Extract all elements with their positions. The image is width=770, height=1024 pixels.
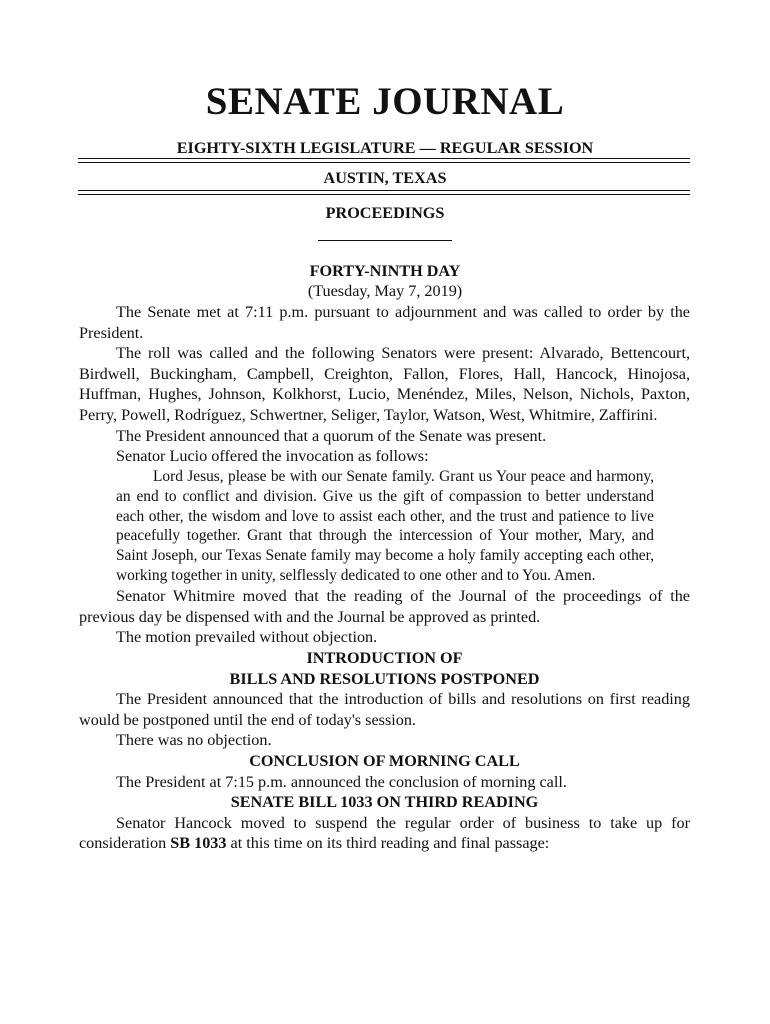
rule-top-1 <box>78 158 690 159</box>
day-name: FORTY-NINTH DAY <box>309 262 461 280</box>
postponed-paragraph: The President announced that the introduction of bills and resolutions on first reading would be postponed until the end of today's session. <box>79 690 690 729</box>
journal-motion-paragraph: Senator Whitmire moved that the reading of the Journal of the proceedings of the previous day be dispensed with and the Journal be approved as printed. <box>79 587 690 626</box>
rule-top-2 <box>78 162 690 163</box>
journal-title: SENATE JOURNAL <box>205 80 565 123</box>
prayer-paragraph: Lord Jesus, please be with our Senate family. Grant us Your peace and harmony, an end to conflict and division. Give us the gift of compassion to better understand each other, the wisdom and love to assist each other, and the trust and patience to live peacefully together. Grant that through the intercession of Your mother, Mary, and Saint Joseph, our Texas Senate family may become a holy family accepting each other, working together in unity, selflessly dedicated to one other and to You. Amen. <box>116 467 654 585</box>
section-heading: PROCEEDINGS <box>325 204 445 222</box>
day-block <box>0 261 770 301</box>
heading-senate-bill: SENATE BILL 1033 ON THIRD READING <box>230 793 539 812</box>
sb-motion-after: at this time on its third reading and final passage: <box>230 834 550 853</box>
rule-mid-2 <box>78 194 690 195</box>
day-date: (Tuesday, May 7, 2019) <box>307 282 463 301</box>
heading-introduction-line1: INTRODUCTION OF <box>306 648 463 667</box>
heading-introduction-line2: BILLS AND RESOLUTIONS POSTPONED <box>229 669 540 688</box>
no-objection-paragraph: There was no objection. <box>116 731 272 750</box>
heading-conclusion: CONCLUSION OF MORNING CALL <box>249 751 520 770</box>
invocation-intro-paragraph: Senator Lucio offered the invocation as follows: <box>116 447 429 466</box>
call-to-order-paragraph: The Senate met at 7:11 p.m. pursuant to adjournment and was called to order by the President. <box>79 303 690 342</box>
sb-motion-paragraph <box>79 813 690 854</box>
conclusion-paragraph: The President at 7:15 p.m. announced the conclusion of morning call. <box>116 772 567 791</box>
quorum-paragraph: The President announced that a quorum of the Senate was present. <box>116 426 547 445</box>
roll-call-paragraph: The roll was called and the following Senators were present: Alvarado, Bettencourt, Birdwell, Buckingham, Campbell, Creighton, Fallon, Flores, Hall, Hancock, Hinojosa, Huffman, Hughes, Johnson, Kolkhorst, Lucio, Menéndez, Miles, Nelson, Nichols, Paxton, Perry, Powell, Rodríguez, Schwertner, Seliger, Taylor, Watson, West, Whitmire, Zaffirini. <box>79 344 690 424</box>
short-rule <box>318 240 452 241</box>
motion-prevailed-paragraph: The motion prevailed without objection. <box>116 628 378 647</box>
heading-introduction <box>79 648 690 689</box>
location-line: AUSTIN, TEXAS <box>323 169 447 187</box>
rule-mid-1 <box>78 190 690 191</box>
sb-motion-before: Senator Hancock moved to suspend the regular order of business to take up for consideration <box>79 813 690 853</box>
journal-body <box>79 302 690 854</box>
sb-bill-number: SB 1033 <box>170 834 227 853</box>
legislature-subtitle: EIGHTY-SIXTH LEGISLATURE — REGULAR SESSION <box>176 139 594 157</box>
